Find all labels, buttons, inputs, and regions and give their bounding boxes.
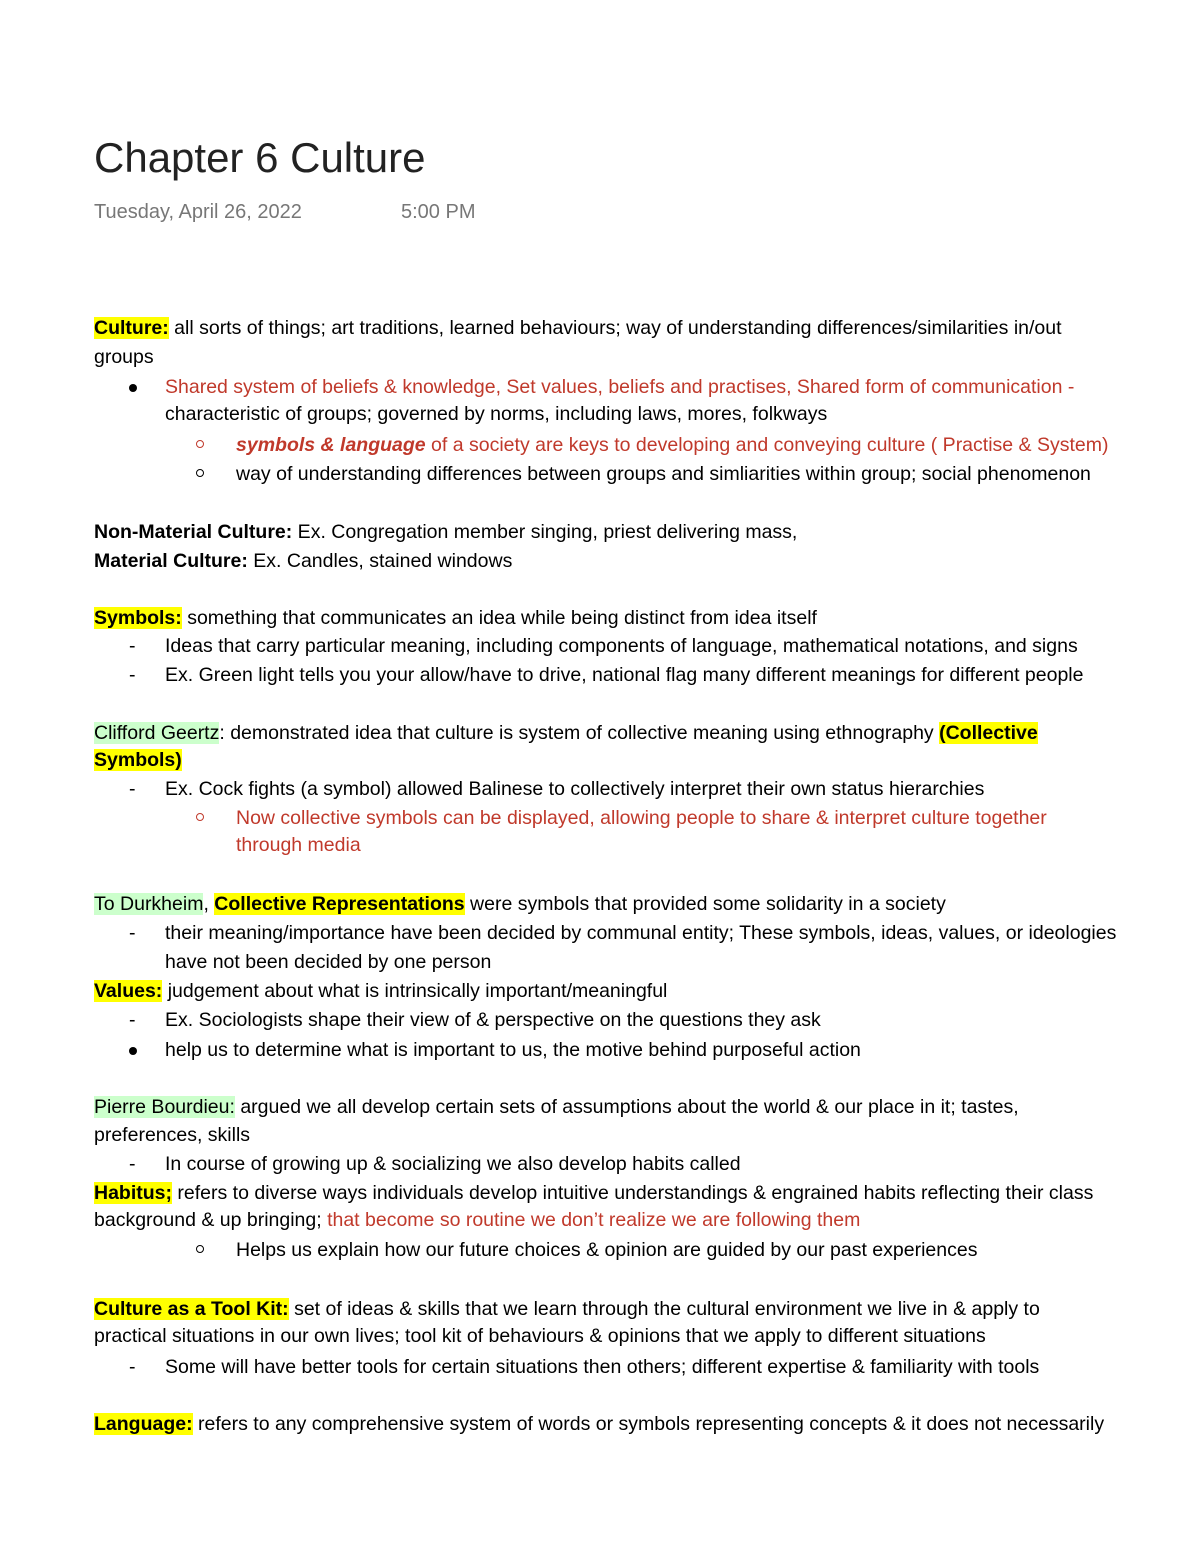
dash-icon: - [129,664,136,686]
symbols-item-2: Ex. Green light tells you your allow/have to drive, national flag many different meanings for different people [165,664,1084,686]
toolkit-item-1: Some will have better tools for certain situations then others; different expertise & familiarity with tools [165,1356,1040,1378]
geertz-sub-1b: through media [236,834,361,856]
culture-sub1-italic: symbols & language [236,434,426,456]
term-nonmaterial: Non-Material Culture: [94,521,293,543]
geertz-def: demonstrated idea that culture is system of collective meaning using ethnography [224,722,940,744]
term-bourdieu: Pierre Bourdieu: [94,1096,235,1118]
culture-sub1 [236,432,1108,458]
language-definition [94,1411,1104,1437]
durkheim-item-1b: have not been decided by one person [165,951,492,973]
sub-bullet-icon [196,469,204,477]
language-def: refers to any comprehensive system of words or symbols representing concepts & it does not necessarily [192,1413,1105,1435]
bullet-icon [129,384,137,392]
habitus-def-line1: refers to diverse ways individuals develop intuitive understandings & engrained habits reflecting their class [172,1182,1094,1204]
term-culture: Culture: [94,317,169,339]
geertz-sub-1a: Now collective symbols can be displayed, allowing people to share & interpret culture together [236,807,1047,829]
culture-def-line1: all sorts of things; art traditions, learned behaviours; way of understanding differences/similarities in/out [168,317,1062,339]
culture-definition [94,315,1062,341]
bourdieu-definition [94,1094,1019,1120]
page-meta [94,201,476,224]
term-values: Values: [94,980,163,1002]
bourdieu-item-1: In course of growing up & socializing we also develop habits called [165,1153,741,1175]
values-definition [94,978,667,1004]
bourdieu-def-line1: argued we all develop certain sets of assumptions about the world & our place in it; tastes, [234,1096,1019,1118]
material-culture [94,548,512,574]
toolkit-def-line1: set of ideas & skills that we learn through the cultural environment we live in & apply to [288,1298,1040,1320]
sub-bullet-icon [196,440,204,448]
habitus-definition [94,1180,1093,1206]
dash-icon: - [129,635,136,657]
habitus-red-note: that become so routine we don’t realize we are following them [327,1209,861,1231]
geertz-item-1: Ex. Cock fights (a symbol) allowed Balinese to collectively interpret their own status hierarchies [165,778,985,800]
symbols-definition [94,605,817,631]
dash-icon: - [129,1356,136,1378]
nonmaterial-culture [94,519,797,545]
culture-def-line2: groups [94,346,154,368]
durkheim-def: were symbols that provided some solidarity in a society [464,893,946,915]
symbols-def: something that communicates an idea while being distinct from idea itself [181,607,817,629]
term-durkheim: To Durkheim [94,893,204,915]
values-item-1: Ex. Sociologists shape their view of & perspective on the questions they ask [165,1009,821,1031]
dash-icon: - [129,1153,136,1175]
durkheim-comma: , [203,893,215,915]
geertz-highlight-1: (Collective [939,722,1038,744]
habitus-def-line2: background & up bringing; [94,1209,328,1231]
geertz-definition [94,720,1038,746]
term-toolkit: Culture as a Tool Kit: [94,1298,289,1320]
values-def: judgement about what is intrinsically important/meaningful [162,980,668,1002]
habitus-sub-1: Helps us explain how our future choices & opinion are guided by our past experiences [236,1239,978,1261]
term-symbols: Symbols: [94,607,182,629]
values-bullet-1: help us to determine what is important to us, the motive behind purposeful action [165,1039,861,1061]
geertz-colon: : [219,722,225,744]
geertz-line2 [94,747,182,773]
symbols-item-1: Ideas that carry particular meaning, including components of language, mathematical notations, and signs [165,635,1078,657]
dash-icon: - [129,778,136,800]
nonmaterial-def: Ex. Congregation member singing, priest delivering mass, [292,521,798,543]
bourdieu-def-line2: preferences, skills [94,1124,251,1146]
page-date: Tuesday, April 26, 2022 [94,201,302,223]
culture-bullet-cont: characteristic of groups; governed by norms, including laws, mores, folkways [165,403,828,425]
sub-bullet-icon [196,1245,204,1253]
habitus-line2 [94,1207,860,1233]
durkheim-definition [94,891,946,917]
term-geertz: Clifford Geertz [94,722,220,744]
dash-icon: - [129,1009,136,1031]
sub-bullet-icon [196,813,204,821]
term-habitus: Habitus; [94,1182,172,1204]
toolkit-def-line2: practical situations in our own lives; tool kit of behaviours & opinions that we apply to different situations [94,1325,986,1347]
material-def: Ex. Candles, stained windows [247,550,513,572]
dash-icon: - [129,922,136,944]
toolkit-definition [94,1296,1040,1322]
culture-bullet-red: Shared system of beliefs & knowledge, Set values, beliefs and practises, Shared form of communication - [165,376,1075,398]
term-material: Material Culture: [94,550,248,572]
durkheim-highlight: Collective Representations [214,893,465,915]
bullet-icon [129,1047,137,1055]
page-time: 5:00 PM [401,201,476,223]
durkheim-item-1a: their meaning/importance have been decided by communal entity; These symbols, ideas, values, or ideologies [165,922,1117,944]
culture-sub1-rest: of a society are keys to developing and conveying culture ( Practise & System) [425,434,1109,456]
term-language: Language: [94,1413,193,1435]
culture-sub2: way of understanding differences between groups and simliarities within group; social phenomenon [236,463,1091,485]
page-title: Chapter 6 Culture [94,134,426,181]
geertz-highlight-2: Symbols) [94,749,182,771]
